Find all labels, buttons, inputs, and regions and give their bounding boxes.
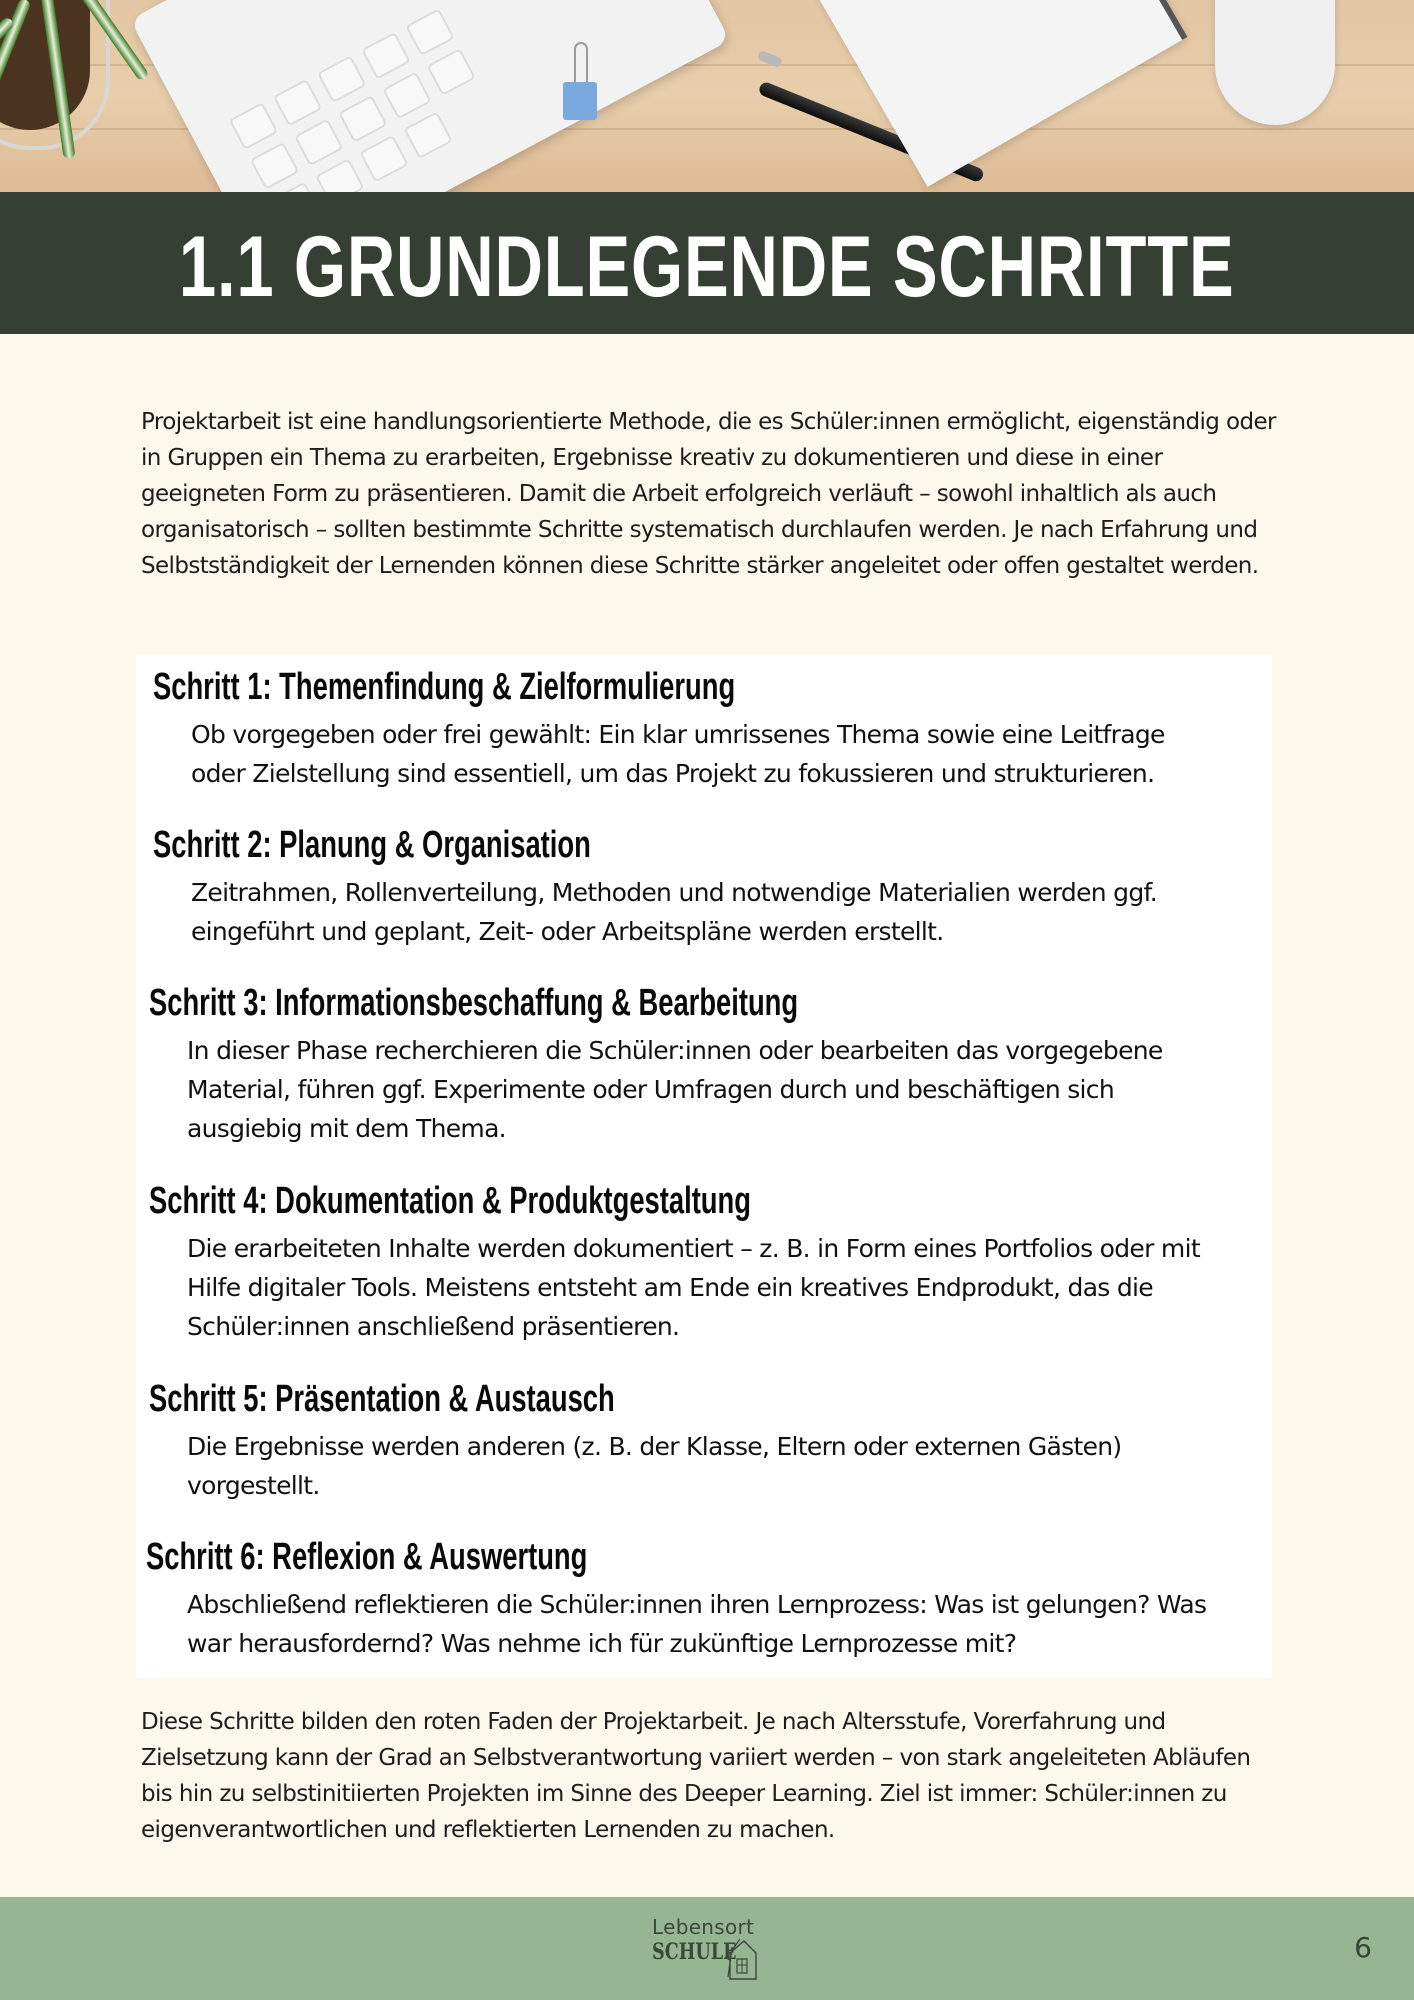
step-5 [136, 1377, 1272, 1505]
steps-box [136, 655, 1272, 1678]
computer-mouse [1215, 0, 1335, 125]
notebook [793, 0, 1188, 187]
step-title: Schritt 1: Themenfindung & Zielformulierung [153, 666, 736, 708]
step-text: Die erarbeiteten Inhalte werden dokumentiert – z. B. in Form eines Portfolios oder mit Hilfe digitaler Tools. Meistens entsteht am Ende ein kreatives Endprodukt, das die Schüler:innen anschließend präsentieren. [187, 1234, 1200, 1341]
hero-image [0, 0, 1414, 192]
step-4 [136, 1179, 1272, 1346]
step-text: Die Ergebnisse werden anderen (z. B. der Klasse, Eltern oder externen Gästen) vorgestellt. [187, 1432, 1122, 1500]
step-text: Zeitrahmen, Rollenverteilung, Methoden und notwendige Materialien werden ggf. eingeführt und geplant, Zeit- oder Arbeitspläne werden erstellt. [191, 878, 1158, 946]
page-title: 1.1 GRUNDLEGENDE SCHRITTE [179, 219, 1235, 315]
outro-paragraph: Diese Schritte bilden den roten Faden der Projektarbeit. Je nach Altersstufe, Vorerfahrung und Zielsetzung kann der Grad an Selbstverantwortung variiert werden – von stark angeleiteten Abläufen bis hin zu selbstinitiierten Projekten im Sinne des Deeper Learning. Ziel ist immer: Schüler:innen zu eigenverantwortlichen und reflektierten Lernenden zu machen. [141, 1709, 1251, 1843]
logo-line2: SCHULE [652, 1939, 737, 1965]
page-number: 6 [1354, 1931, 1372, 1964]
step-title: Schritt 2: Planung & Organisation [153, 824, 591, 866]
step-title: Schritt 6: Reflexion & Auswertung [146, 1536, 588, 1578]
step-title: Schritt 3: Informationsbeschaffung & Bearbeitung [149, 982, 799, 1024]
step-text: In dieser Phase recherchieren die Schüler:innen oder bearbeiten das vorgegebene Material, führen ggf. Experimente oder Umfragen durch und beschäftigen sich ausgiebig mit dem Thema. [187, 1036, 1163, 1143]
step-title: Schritt 4: Dokumentation & Produktgestaltung [149, 1180, 751, 1222]
step-text: Ob vorgegeben oder frei gewählt: Ein klar umrissenes Thema sowie eine Leitfrage oder Zielstellung sind essentiell, um das Projekt zu fokussieren und strukturieren. [191, 720, 1165, 788]
logo-line1: Lebensort [652, 1915, 755, 1939]
keyboard [130, 0, 730, 192]
step-2 [136, 823, 1272, 951]
binder-clip [563, 82, 597, 120]
step-1 [136, 665, 1272, 793]
intro-paragraph: Projektarbeit ist eine handlungsorientierte Methode, die es Schüler:innen ermöglicht, eigenständig oder in Gruppen ein Thema zu erarbeiten, Ergebnisse kreativ zu dokumentieren und diese in einer geeigneten Form zu präsentieren. Damit die Arbeit erfolgreich verläuft – sowohl inhaltlich als auch organisatorisch – sollten bestimmte Schritte systematisch durchlaufen werden. Je nach Erfahrung und Selbstständigkeit der Lernenden können diese Schritte stärker angeleitet oder offen gestaltet werden. [141, 409, 1276, 579]
house-with-branch-icon [724, 1933, 758, 1981]
binder-clip-wire [574, 42, 588, 86]
logo [652, 1915, 772, 1987]
step-3 [136, 981, 1272, 1148]
footer [0, 1897, 1414, 2000]
step-6 [136, 1535, 1272, 1663]
step-text: Abschließend reflektieren die Schüler:innen ihren Lernprozess: Was ist gelungen? Was war herausfordernd? Was nehme ich für zukünftige Lernprozesse mit? [187, 1590, 1207, 1658]
title-band [0, 192, 1414, 334]
step-title: Schritt 5: Präsentation & Austausch [149, 1378, 615, 1420]
